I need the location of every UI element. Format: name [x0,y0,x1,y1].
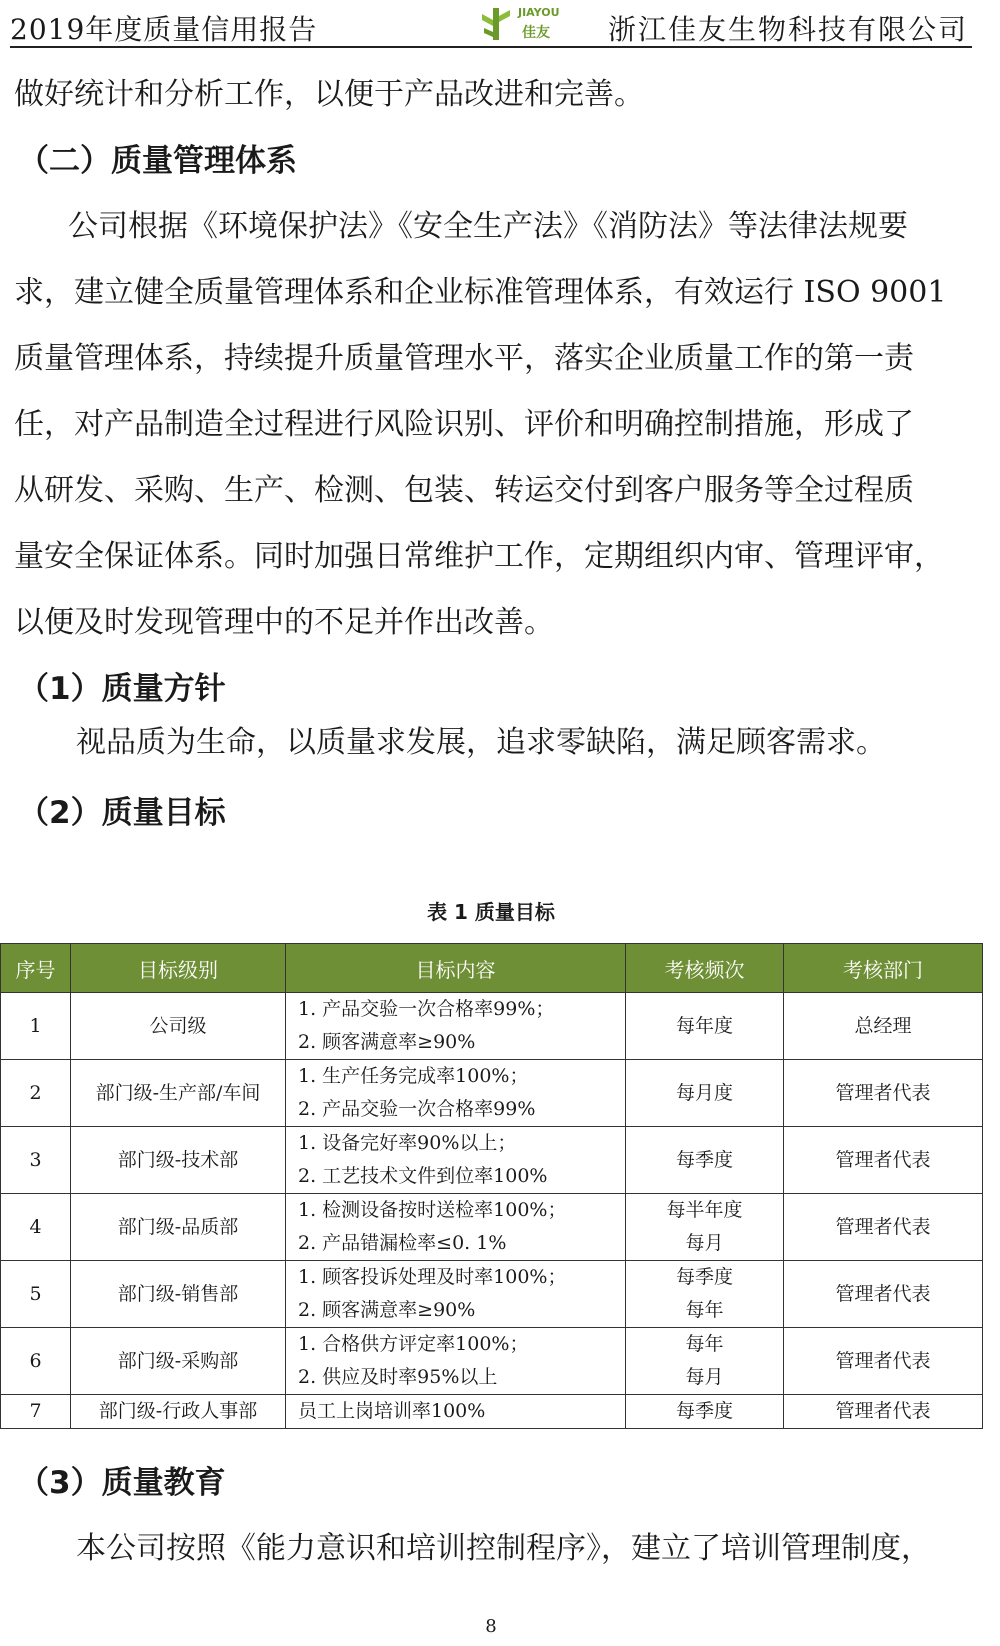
content-item: 1. 生产任务完成率100%； [298,1065,529,1087]
cell-content [286,1328,626,1395]
paragraph-line: 以便及时发现管理中的不足并作出改善。 [14,605,554,640]
table-row [1,1395,983,1429]
table-row [1,1194,983,1261]
policy-heading: （1）质量方针 [18,671,226,707]
cell-department: 管理者代表 [784,1194,983,1261]
company-name: 浙江佳友生物科技有限公司 [607,13,968,46]
education-heading: （3）质量教育 [18,1465,226,1501]
cell-content [286,1127,626,1194]
cell-frequency [626,1328,784,1395]
cell-frequency [626,1194,784,1261]
cell-level: 部门级-品质部 [71,1194,286,1261]
cell-level: 部门级-采购部 [71,1328,286,1395]
cell-frequency [626,993,784,1060]
frequency-item: 每季度 [675,1266,733,1288]
report-title: 2019年度质量信用报告 [10,13,318,46]
content-item: 2. 顾客满意率≥90% [298,1031,476,1053]
goals-heading: （2）质量目标 [18,795,226,831]
content-item: 员工上岗培训率100% [298,1400,486,1422]
frequency-item: 每月 [685,1232,724,1254]
cell-frequency [626,1060,784,1127]
cell-no: 3 [1,1127,71,1194]
frequency-item: 每年 [685,1333,724,1355]
cell-level: 部门级-技术部 [71,1127,286,1194]
education-text: 本公司按照《能力意识和培训控制程序》，建立了培训管理制度， [76,1531,931,1566]
cell-frequency [626,1127,784,1194]
content-item: 2. 产品错漏检率≤0. 1% [298,1232,507,1254]
cell-level: 部门级-行政人事部 [71,1395,286,1429]
col-header-frequency: 考核频次 [626,944,784,993]
cell-department: 总经理 [784,993,983,1060]
cell-frequency [626,1395,784,1429]
page-number: 8 [485,1616,497,1637]
cell-department: 管理者代表 [784,1060,983,1127]
cell-level: 部门级-生产部/车间 [71,1060,286,1127]
company-logo [478,4,570,44]
content-item: 1. 产品交验一次合格率99%； [298,998,555,1020]
frequency-item: 每月度 [675,1081,733,1104]
cell-department: 管理者代表 [784,1395,983,1429]
frequency-item: 每季度 [675,1148,733,1171]
paragraph-line: 质量管理体系，持续提升质量管理水平，落实企业质量工作的第一责 [14,341,914,376]
col-header-level: 目标级别 [71,944,286,993]
content-item: 1. 检测设备按时送检率100%； [298,1199,567,1221]
cell-no: 5 [1,1261,71,1328]
body-line-intro: 做好统计和分析工作，以便于产品改进和完善。 [14,77,644,112]
cell-frequency [626,1261,784,1328]
col-header-content: 目标内容 [286,944,626,993]
cell-content [286,1261,626,1328]
frequency-item: 每年度 [675,1014,733,1037]
table-header-row [1,944,983,993]
cell-level: 部门级-销售部 [71,1261,286,1328]
col-header-no: 序号 [1,944,71,993]
content-item: 2. 顾客满意率≥90% [298,1299,476,1321]
cell-content [286,993,626,1060]
section-heading-quality-system: （二）质量管理体系 [18,143,297,179]
cell-level: 公司级 [71,993,286,1060]
cell-no: 6 [1,1328,71,1395]
paragraph-line: 量安全保证体系。同时加强日常维护工作，定期组织内审、管理评审， [14,539,944,574]
cell-no: 1 [1,993,71,1060]
cell-department: 管理者代表 [784,1261,983,1328]
policy-text: 视品质为生命，以质量求发展，追求零缺陷，满足顾客需求。 [76,725,886,760]
content-item: 2. 供应及时率95%以上 [298,1366,498,1388]
paragraph-line: 求，建立健全质量管理体系和企业标准管理体系，有效运行 ISO 9001 [14,275,947,310]
paragraph-line: 任，对产品制造全过程进行风险识别、评价和明确控制措施，形成了 [14,407,914,442]
frequency-item: 每半年度 [666,1199,743,1221]
logo-text-cn: 佳友 [522,25,550,41]
header-divider [10,46,972,48]
frequency-item: 每月 [685,1366,724,1388]
content-item: 1. 合格供方评定率100%； [298,1333,529,1355]
table-caption: 表 1 质量目标 [427,900,555,924]
table-row [1,1261,983,1328]
logo-text-en: JIAYOU [518,6,560,19]
cell-no: 7 [1,1395,71,1429]
table-row [1,1328,983,1395]
table-row [1,1060,983,1127]
content-item: 1. 顾客投诉处理及时率100%； [298,1266,567,1288]
table-row [1,993,983,1060]
quality-goals-table [0,943,983,1429]
content-item: 2. 工艺技术文件到位率100% [298,1165,548,1187]
cell-department: 管理者代表 [784,1328,983,1395]
table-row [1,1127,983,1194]
content-item: 2. 产品交验一次合格率99% [298,1098,536,1120]
content-item: 1. 设备完好率90%以上； [298,1132,517,1154]
paragraph-line: 公司根据《环境保护法》《安全生产法》《消防法》等法律法规要 [68,209,908,244]
logo-leaf-icon [478,6,514,42]
cell-content [286,1060,626,1127]
col-header-department: 考核部门 [784,944,983,993]
frequency-item: 每季度 [675,1400,733,1422]
cell-department: 管理者代表 [784,1127,983,1194]
paragraph-line: 从研发、采购、生产、检测、包装、转运交付到客户服务等全过程质 [14,473,914,508]
cell-content [286,1194,626,1261]
cell-no: 4 [1,1194,71,1261]
cell-no: 2 [1,1060,71,1127]
cell-content [286,1395,626,1429]
frequency-item: 每年 [685,1299,724,1321]
